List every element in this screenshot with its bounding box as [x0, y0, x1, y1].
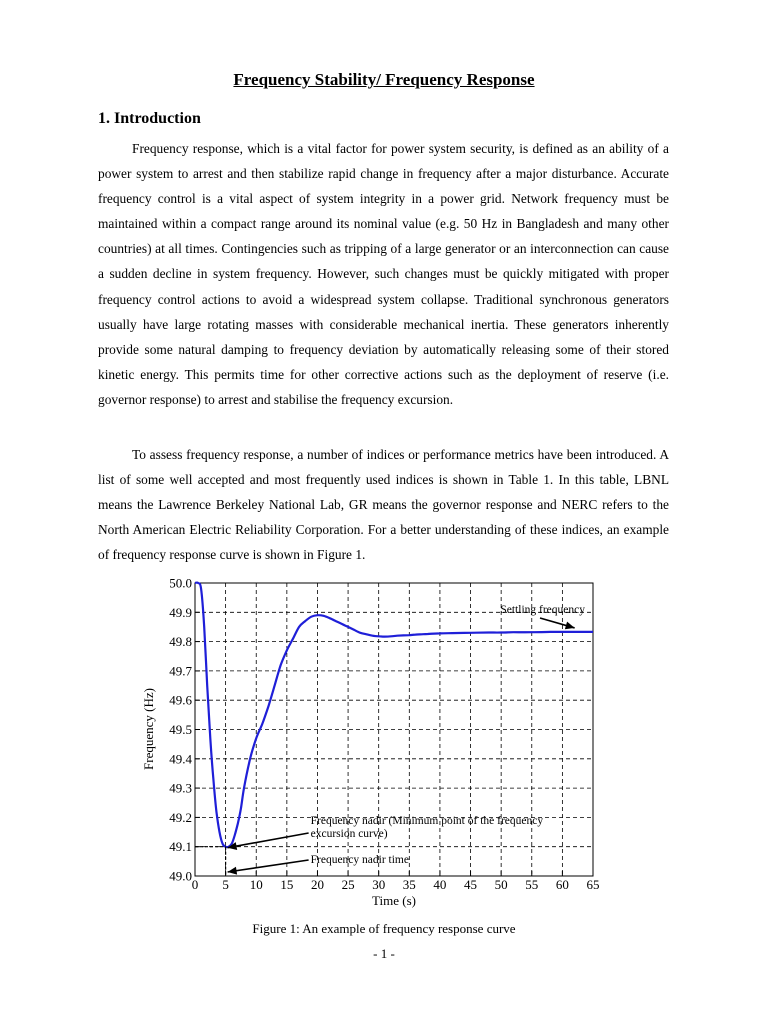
annotation-settling-frequency: Settling frequency: [500, 604, 585, 616]
y-tick-label: 49.6: [169, 692, 192, 708]
x-tick-label: 50: [494, 877, 508, 892]
arrow-frequency-nadir-time: [228, 860, 309, 875]
section-heading: 1. Introduction: [98, 110, 201, 127]
x-tick-label: 20: [310, 877, 324, 892]
x-tick-label: 40: [433, 877, 447, 892]
x-tick-label: 45: [464, 877, 478, 892]
arrow-frequency-nadir-time-head: [228, 867, 237, 875]
x-tick-label: 5: [222, 877, 229, 892]
y-tick-label: 49.9: [169, 604, 192, 620]
x-tick-label: 60: [555, 877, 569, 892]
y-tick-label: 49.7: [169, 663, 192, 679]
y-tick-label: 49.5: [169, 722, 192, 737]
x-tick-label: 0: [191, 877, 199, 892]
chart-annotations: [195, 604, 585, 876]
x-tick-label: 25: [341, 877, 355, 892]
annotation-nadir-line1: Frequency nadir (Minimum point of the frequency: [310, 815, 544, 827]
y-tick-label: 49.2: [169, 809, 192, 825]
paragraph-intro: Frequency response, which is a vital factor for power system security, is defined as an ability of a power system to arrest and then stabilize rapid change in frequency after a major disturbance. Accurate frequency control is a vital aspect of system integrity in a power grid. Network frequency must be maintained within a compact range around its nominal value (e.g. 50 Hz in Bangladesh and many other countries) at all times. Contingencies such as tripping of a large generator or an interconnection can cause a sudden decline in system frequency. However, such changes must be quickly mitigated with proper frequency control actions to avoid a widespread system collapse. Traditional synchronous generators usually have large rotating masses with considerable mechanical inertia. These generators inherently provide some natural damping to frequency deviation by automatically releasing some of their stored kinetic energy. This permits time for other corrective actions such as the deployment of reserve (i.e. governor response) to arrest and stabilise the frequency excursion.: [98, 141, 669, 407]
y-tick-label: 49.4: [169, 751, 192, 767]
y-tick-label: 49.3: [169, 780, 192, 796]
arrow-frequency-nadir: [228, 833, 309, 850]
document-title: Frequency Stability/ Frequency Response: [233, 70, 535, 89]
paragraph-indices: To assess frequency response, a number of indices or performance metrics have been introduced. A list of some well accepted and most frequently used indices is shown in Table 1. In this table, LBNL means the Lawrence Berkeley National Lab, GR means the governor response and NERC refers to the North American Electric Reliability Corporation. For a better understanding of these indices, an example of frequency response curve is shown in Figure 1.: [98, 447, 669, 563]
x-tick-label: 30: [372, 877, 386, 892]
y-tick-label: 49.8: [169, 634, 192, 650]
page-number: - 1 -: [373, 946, 395, 961]
y-axis-label: Frequency (Hz): [141, 688, 156, 770]
frequency-response-chart: [130, 578, 610, 913]
x-axis-label: Time (s): [372, 893, 416, 908]
y-tick-label: 50.0: [169, 578, 192, 591]
x-tick-label: 55: [525, 877, 539, 892]
x-tick-label: 65: [586, 877, 600, 892]
annotation-nadir-time: Frequency nadir time: [310, 854, 409, 866]
annotation-nadir-line2: excursion curve): [310, 828, 388, 840]
y-tick-label: 49.0: [169, 868, 192, 884]
arrow-settling-frequency: [540, 618, 575, 629]
arrow-frequency-nadir-time-shaft: [228, 860, 309, 872]
chart-grid: [195, 583, 593, 876]
x-tick-label: 10: [249, 877, 263, 892]
y-tick-label: 49.1: [169, 839, 192, 855]
x-tick-label: 35: [402, 877, 416, 892]
figure-caption: Figure 1: An example of frequency response curve: [252, 921, 516, 936]
series-line-frequency: [195, 583, 593, 848]
arrow-frequency-nadir-shaft: [228, 833, 309, 848]
x-tick-label: 15: [280, 877, 294, 892]
